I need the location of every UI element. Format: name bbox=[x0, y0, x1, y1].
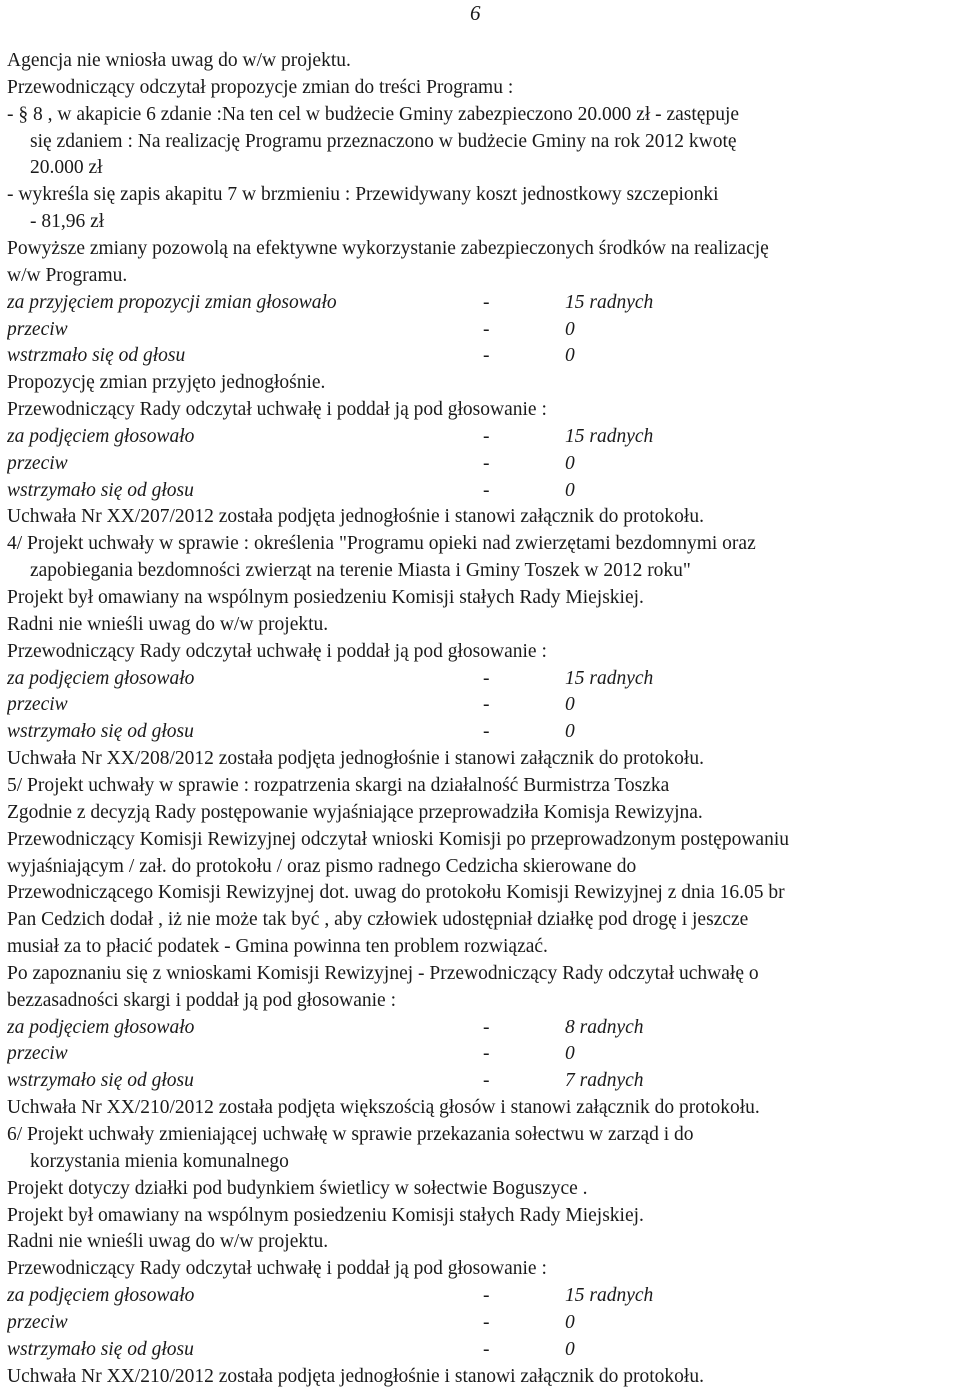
vote-count: 0 bbox=[565, 345, 575, 367]
text-line: Zgodnie z decyzją Rady postępowanie wyjaśniające przeprowadziła Komisja Rewizyjna. bbox=[7, 801, 703, 823]
vote-count: 15 radnych bbox=[565, 1285, 654, 1307]
vote-dash: - bbox=[483, 1285, 490, 1307]
vote-label: wstrzmało się od głosu bbox=[7, 345, 186, 367]
vote-count: 0 bbox=[565, 452, 575, 474]
vote-result-row bbox=[7, 1283, 960, 1310]
text-line: Projekt był omawiany na wspólnym posiedzeniu Komisji stałych Rady Miejskiej. bbox=[7, 587, 644, 608]
text-line: Uchwała Nr XX/208/2012 została podjęta jednogłośnie i stanowi załącznik do protokołu. bbox=[7, 748, 704, 770]
vote-result-row bbox=[7, 666, 960, 693]
vote-dash: - bbox=[483, 452, 490, 474]
vote-dash: - bbox=[483, 1016, 490, 1038]
text-line: musiał za to płacić podatek - Gmina powinna ten problem rozwiązać. bbox=[7, 936, 548, 958]
text-line: Radni nie wnieśli uwag do w/w projektu. bbox=[7, 613, 329, 635]
vote-label: za podjęciem głosowało bbox=[7, 667, 195, 689]
vote-result-row bbox=[7, 343, 960, 370]
text-line: w/w Programu. bbox=[7, 264, 128, 286]
vote-label: przeciw bbox=[7, 1043, 68, 1065]
text-line: Pan Cedzich dodał , iż nie może tak być , aby człowiek udostępniał działkę pod drogę i jeszcze bbox=[7, 909, 749, 931]
vote-result-row bbox=[7, 692, 960, 719]
vote-count: 0 bbox=[565, 1043, 575, 1065]
text-line: 4/ Projekt uchwały w sprawie : określenia "Programu opieki nad zwierzętami bezdomnymi oraz bbox=[7, 533, 756, 555]
text-line: 6/ Projekt uchwały zmieniającej uchwałę w sprawie przekazania sołectwu w zarząd i do bbox=[7, 1124, 694, 1145]
text-line: - § 8 , w akapicie 6 zdanie :Na ten cel w budżecie Gminy zabezpieczono 20.000 zł - zastępuje bbox=[7, 103, 740, 125]
text-line: 20.000 zł bbox=[30, 157, 103, 179]
vote-result-row bbox=[7, 317, 960, 344]
vote-result-row bbox=[7, 719, 960, 746]
page-number: 6 bbox=[470, 1, 481, 25]
vote-label: za przyjęciem propozycji zmian głosowało bbox=[7, 291, 337, 313]
vote-count: 15 radnych bbox=[565, 291, 654, 313]
text-line: Przewodniczący odczytał propozycje zmian do treści Programu : bbox=[7, 76, 514, 98]
text-line: 5/ Projekt uchwały w sprawie : rozpatrzenia skargi na działalność Burmistrza Toszka bbox=[7, 774, 670, 796]
vote-count: 0 bbox=[565, 1311, 575, 1333]
vote-label: przeciw bbox=[7, 452, 68, 474]
vote-count: 0 bbox=[565, 479, 575, 501]
text-line: Projekt był omawiany na wspólnym posiedzeniu Komisji stałych Rady Miejskiej. bbox=[7, 1204, 644, 1226]
text-line: Przewodniczący Rady odczytał uchwałę i poddał ją pod głosowanie : bbox=[7, 1258, 547, 1280]
vote-dash: - bbox=[483, 318, 490, 340]
vote-count: 15 radnych bbox=[565, 425, 654, 447]
text-line: Powyższe zmiany pozowolą na efektywne wykorzystanie zabezpieczonych środków na realizację bbox=[7, 237, 769, 259]
vote-result-row bbox=[7, 451, 960, 478]
vote-dash: - bbox=[483, 479, 490, 501]
vote-count: 0 bbox=[565, 694, 575, 716]
text-line: Przewodniczący Rady odczytał uchwałę i poddał ją pod głosowanie : bbox=[7, 399, 547, 421]
vote-label: przeciw bbox=[7, 1311, 68, 1333]
vote-dash: - bbox=[483, 667, 490, 689]
vote-dash: - bbox=[483, 345, 490, 367]
vote-count: 0 bbox=[565, 1338, 575, 1360]
vote-result-row bbox=[7, 424, 960, 451]
vote-dash: - bbox=[483, 1043, 490, 1065]
vote-result-row bbox=[7, 1337, 960, 1364]
vote-label: za podjęciem głosowało bbox=[7, 425, 195, 447]
vote-result-row bbox=[7, 478, 960, 505]
vote-count: 0 bbox=[565, 721, 575, 743]
vote-label: wstrzymało się od głosu bbox=[7, 721, 194, 743]
vote-label: za podjęciem głosowało bbox=[7, 1285, 195, 1307]
vote-label: wstrzymało się od głosu bbox=[7, 1070, 194, 1092]
vote-dash: - bbox=[483, 1311, 490, 1333]
vote-dash: - bbox=[483, 1338, 490, 1360]
text-line: się zdaniem : Na realizację Programu przeznaczono w budżecie Gminy na rok 2012 kwotę bbox=[30, 130, 737, 152]
text-line: Radni nie wnieśli uwag do w/w projektu. bbox=[7, 1231, 329, 1253]
text-line: Agencja nie wniosła uwag do w/w projektu. bbox=[7, 50, 351, 71]
vote-dash: - bbox=[483, 1070, 490, 1092]
text-line: - 81,96 zł bbox=[30, 211, 105, 233]
vote-result-row bbox=[7, 290, 960, 317]
vote-label: za podjęciem głosowało bbox=[7, 1016, 195, 1038]
text-line: Projekt dotyczy działki pod budynkiem świetlicy w sołectwie Boguszyce . bbox=[7, 1177, 588, 1199]
text-line: Uchwała Nr XX/207/2012 została podjęta jednogłośnie i stanowi załącznik do protokołu. bbox=[7, 506, 704, 528]
vote-dash: - bbox=[483, 291, 490, 313]
vote-label: przeciw bbox=[7, 694, 68, 716]
vote-label: wstrzymało się od głosu bbox=[7, 1338, 194, 1360]
text-line: Przewodniczący Komisji Rewizyjnej odczytał wnioski Komisji po przeprowadzonym postępowaniu bbox=[7, 828, 789, 850]
vote-count: 7 radnych bbox=[565, 1070, 644, 1092]
text-line: Przewodniczącego Komisji Rewizyjnej dot. uwag do protokołu Komisji Rewizyjnej z dnia 16.05 br bbox=[7, 882, 785, 904]
vote-result-row bbox=[7, 1068, 960, 1095]
text-line: zapobiegania bezdomności zwierząt na terenie Miasta i Gminy Toszek w 2012 roku" bbox=[30, 560, 691, 582]
vote-result-row bbox=[7, 1015, 960, 1042]
text-line: Uchwała Nr XX/210/2012 została podjęta większością głosów i stanowi załącznik do protokołu. bbox=[7, 1097, 760, 1119]
text-line: - wykreśla się zapis akapitu 7 w brzmieniu : Przewidywany koszt jednostkowy szczepionki bbox=[7, 184, 719, 206]
text-line: bezzasadności skargi i poddał ją pod głosowanie : bbox=[7, 989, 397, 1011]
text-line: wyjaśniającym / zał. do protokołu / oraz pismo radnego Cedzicha skierowane do bbox=[7, 855, 637, 877]
vote-dash: - bbox=[483, 425, 490, 447]
vote-count: 0 bbox=[565, 318, 575, 340]
text-line: Uchwała Nr XX/210/2012 została podjęta jednogłośnie i stanowi załącznik do protokołu. bbox=[7, 1365, 704, 1387]
vote-result-row bbox=[7, 1041, 960, 1068]
text-line: Po zapoznaniu się z wnioskami Komisji Rewizyjnej - Przewodniczący Rady odczytał uchwałę o bbox=[7, 962, 759, 984]
vote-dash: - bbox=[483, 694, 490, 716]
text-line: Propozycję zmian przyjęto jednogłośnie. bbox=[7, 372, 326, 394]
vote-label: wstrzymało się od głosu bbox=[7, 479, 194, 501]
vote-dash: - bbox=[483, 721, 490, 743]
text-line: Przewodniczący Rady odczytał uchwałę i poddał ją pod głosowanie : bbox=[7, 640, 547, 662]
vote-result-row bbox=[7, 1310, 960, 1337]
vote-count: 8 radnych bbox=[565, 1016, 644, 1038]
vote-count: 15 radnych bbox=[565, 667, 654, 689]
text-line: korzystania mienia komunalnego bbox=[30, 1150, 289, 1172]
vote-label: przeciw bbox=[7, 318, 68, 340]
